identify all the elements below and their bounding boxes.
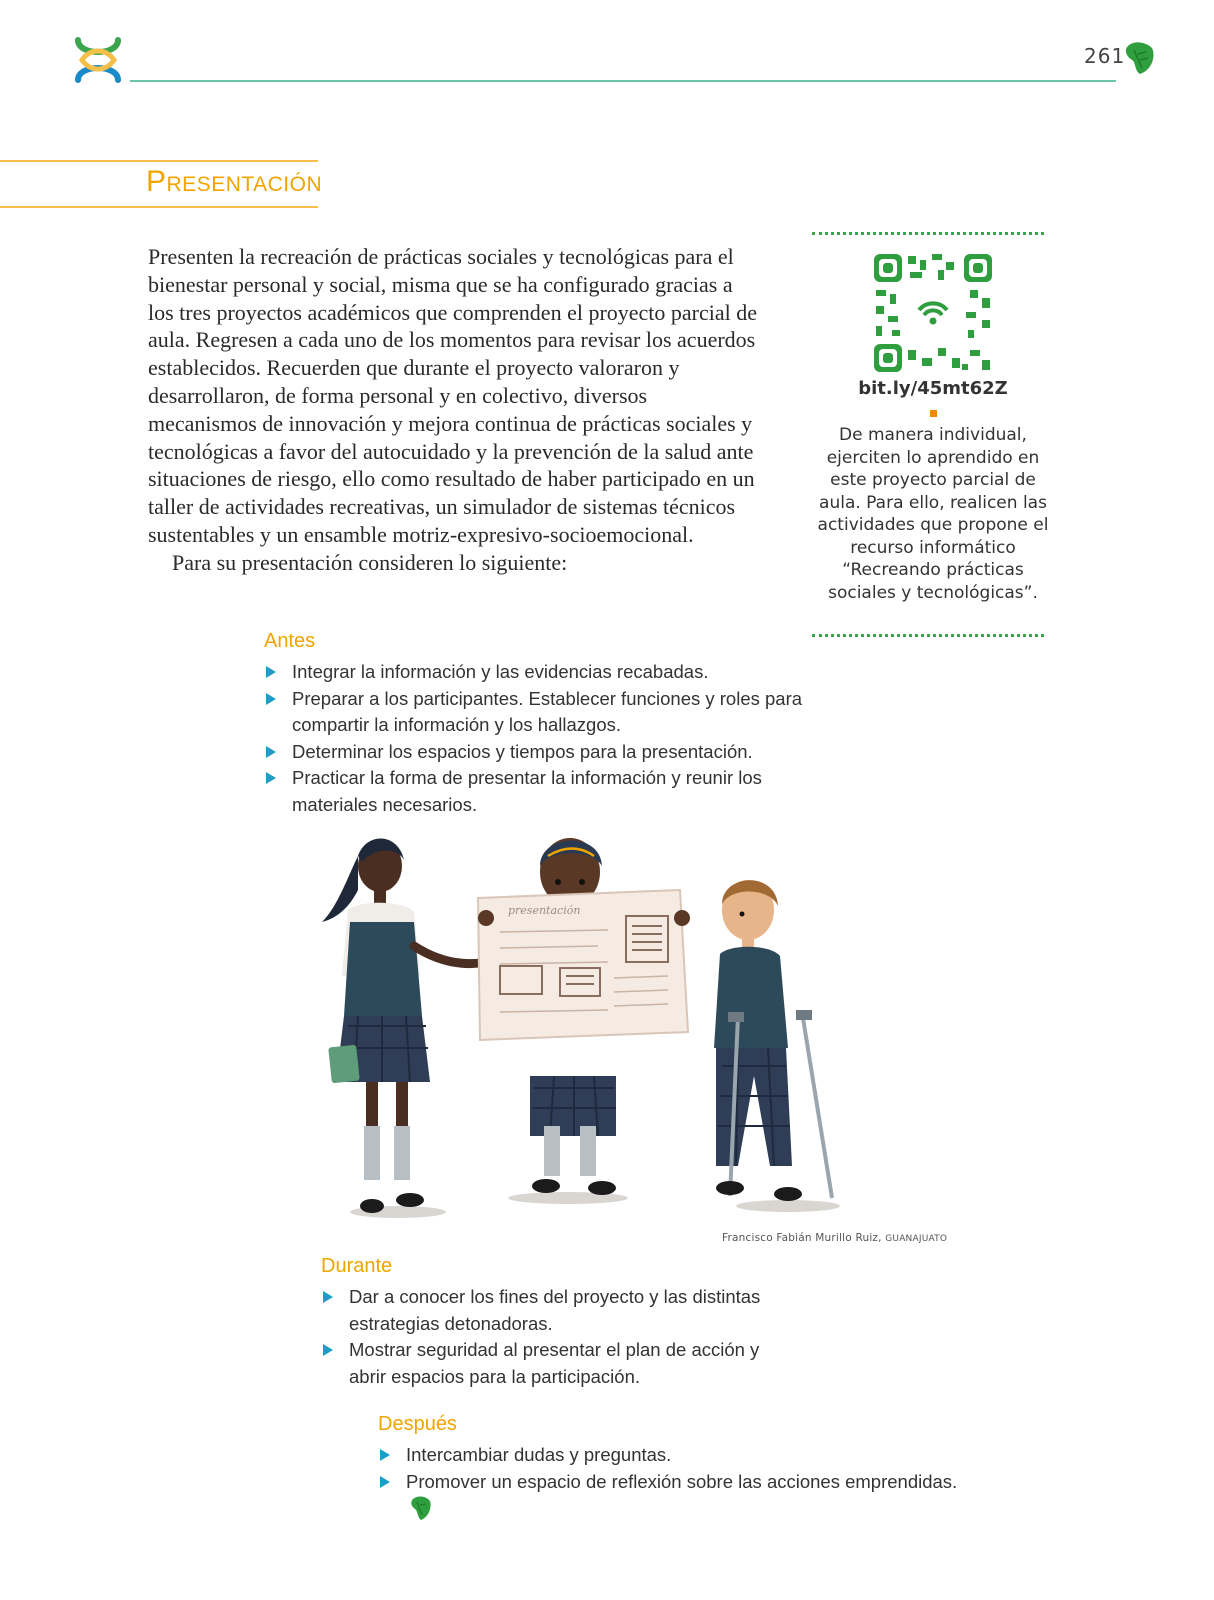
list-item-text: Determinar los espacios y tiempos para la presentación. (292, 740, 753, 762)
end-leaf-icon (410, 1495, 432, 1521)
durante-section (321, 1255, 781, 1390)
boy-with-crutches-figure (714, 880, 832, 1201)
triangle-bullet-icon (266, 666, 276, 678)
orange-square-marker (930, 410, 937, 417)
page-number: 261 (1084, 44, 1126, 68)
despues-section (378, 1413, 958, 1523)
poster-title: presentación (508, 904, 581, 917)
triangle-bullet-icon (266, 693, 276, 705)
list-item (264, 686, 804, 739)
resource-instructions: De manera individual, ejerciten lo aprendido en este proyecto parcial de aula. Para ello, realicen las actividades que propone el recurso informático “Recreando prácticas sociales y tecnológicas”. (817, 425, 1049, 603)
list-item (321, 1284, 781, 1337)
despues-heading: Después (378, 1413, 457, 1435)
green-leaf-icon (1124, 40, 1156, 76)
triangle-bullet-icon (380, 1476, 390, 1488)
list-item (321, 1337, 781, 1390)
list-item-text: Integrar la información y las evidencias recabadas. (292, 661, 709, 682)
students-presentation-illustration (318, 826, 848, 1226)
list-item-text: Promover un espacio de reflexión sobre las acciones emprendidas. (406, 1470, 958, 1492)
antes-section (264, 630, 804, 818)
triangle-bullet-icon (380, 1449, 390, 1461)
credit-name: Francisco Fabián Murillo Ruiz, (722, 1232, 882, 1244)
durante-list (321, 1284, 781, 1390)
header-rule (130, 80, 1116, 82)
list-item (264, 765, 804, 818)
interlocked-rings-logo-icon (72, 34, 124, 86)
list-item-text: Preparar a los participantes. Establecer funciones y roles para compartir la información y los hallazgos. (292, 687, 803, 735)
list-item-text: Intercambiar dudas y preguntas. (406, 1444, 672, 1465)
durante-heading: Durante (321, 1255, 393, 1277)
poster-sheet (478, 890, 690, 1040)
intro-paragraph: Presenten la recreación de prácticas sociales y tecnológicas para el bienestar personal y social, misma que se ha configurado gracias a los tres proyectos académicos que comprenden el proyecto parcial de aula. Regresen a cada uno de los momentos para revisar los acuerdos establecidos. Recuerden que durante el proyecto valoraron y desarrollaron, de forma personal y en colectivo, diversos mecanismos de innovación y mejora continua de prácticas sociales y tecnológicas a favor del autocuidado y la prevención de la salud ante situaciones de riesgo, ello como resultado de haber participado en un taller de actividades recreativas, un simulador de sistemas técnicos sustentables y un ensamble motriz-expresivo-socioemocional. (148, 244, 758, 547)
triangle-bullet-icon (266, 772, 276, 784)
triangle-bullet-icon (323, 1344, 333, 1356)
list-item (264, 739, 804, 766)
sidebar-dotted-rule-bottom (812, 634, 1044, 637)
resource-link[interactable]: bit.ly/45mt62Z (858, 378, 1008, 399)
main-text (148, 243, 758, 577)
credit-place: GUANAJUATO (885, 1234, 948, 1244)
list-item (378, 1442, 958, 1469)
despues-list (378, 1442, 958, 1523)
list-item (264, 659, 804, 686)
qr-code-icon[interactable] (874, 254, 992, 372)
list-item (378, 1469, 958, 1523)
list-item-text: Mostrar seguridad al presentar el plan de acción y abrir espacios para la participación. (349, 1339, 760, 1387)
title-rule-top (0, 160, 318, 162)
sidebar-dotted-rule-top (812, 232, 1044, 235)
list-item-text: Dar a conocer los fines del proyecto y las distintas estrategias detonadoras. (349, 1286, 761, 1334)
antes-heading: Antes (264, 630, 316, 652)
presentation-lead: Para su presentación consideren lo siguiente: (172, 549, 568, 575)
title-rule-bottom (0, 206, 318, 208)
list-item-text: Practicar la forma de presentar la información y reunir los materiales necesarios. (292, 767, 762, 815)
triangle-bullet-icon (323, 1291, 333, 1303)
triangle-bullet-icon (266, 746, 276, 758)
sidebar-resource-box (812, 232, 1049, 638)
illustration-credit (722, 1232, 947, 1244)
girl-pointing-figure (322, 838, 504, 1213)
section-title: Presentación (146, 165, 323, 198)
antes-list (264, 659, 804, 818)
